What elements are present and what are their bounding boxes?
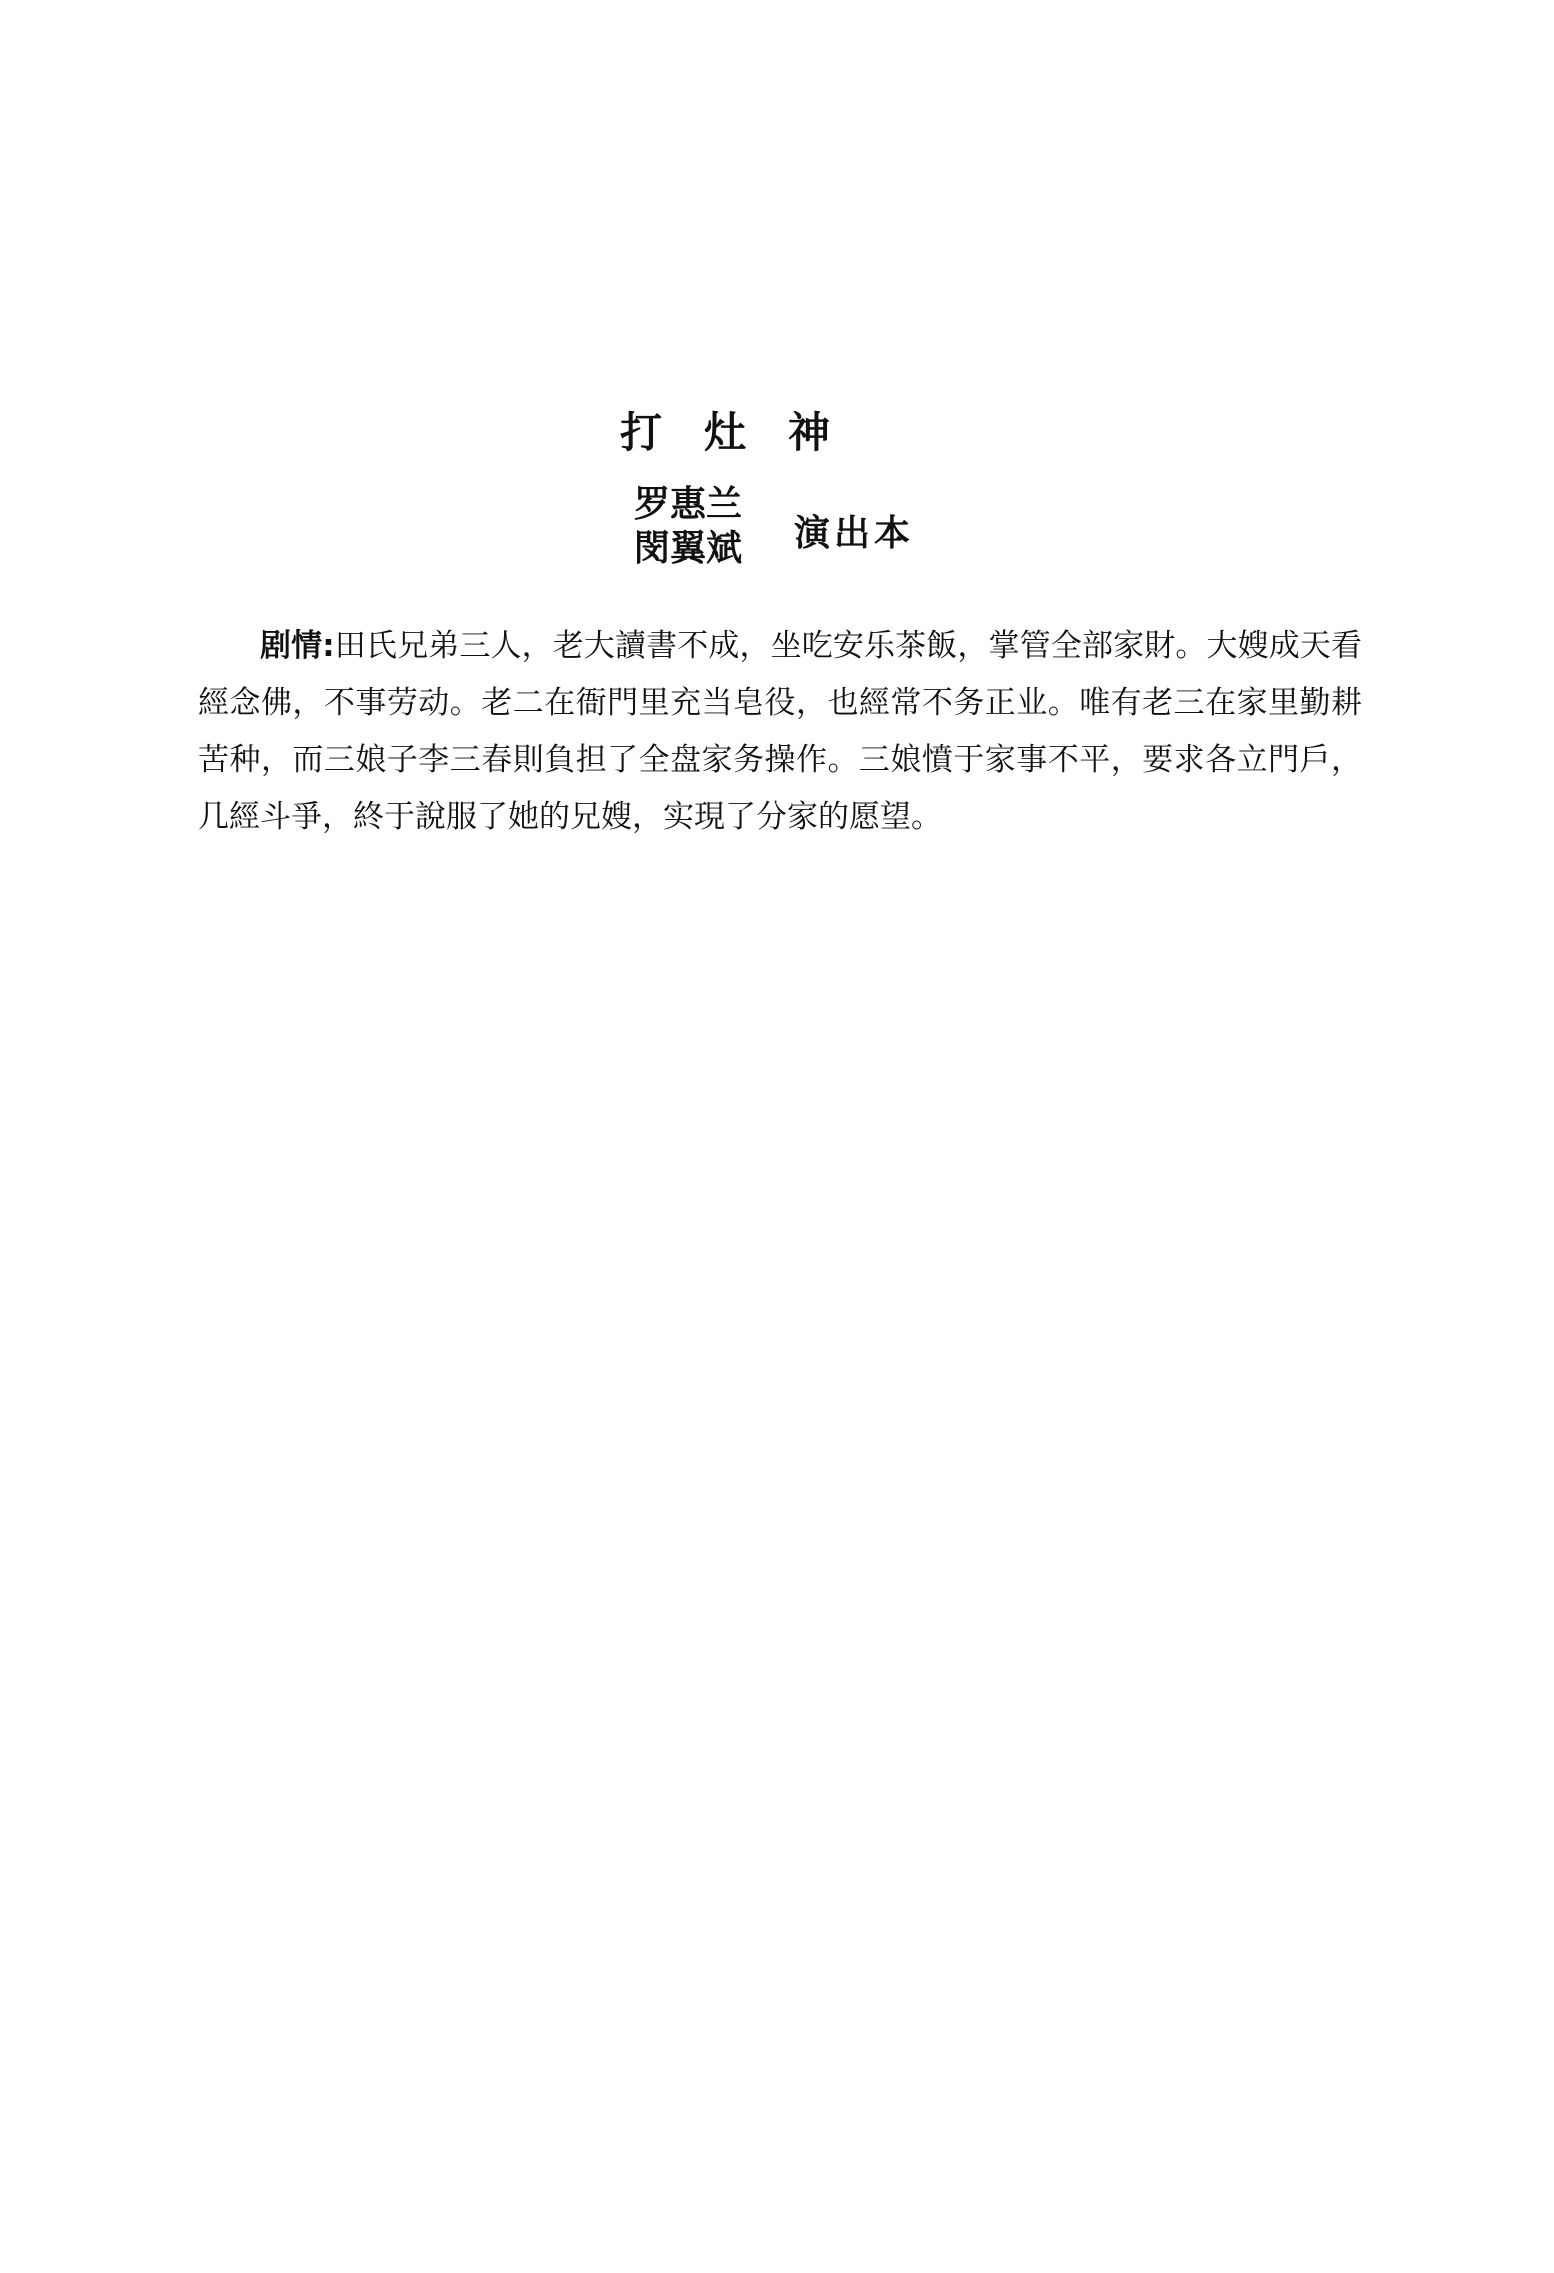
author-name: 閔翼斌 [634,527,743,569]
edition-label: 演出本 [794,512,915,554]
play-title: 打灶神 [620,408,873,457]
synopsis-text: 田氏兄弟三人，老大讀書不成，坐吃安乐茶飯，掌管全部家財。大嫂成天看經念佛，不事劳动。老二在衙門里充当皂役，也經常不务正业。唯有老三在家里勤耕苦种，而三娘子李三春則負担了全盘家务操作。三娘憤于家事不平，要求各立門戶，几經斗爭，終于說服了她的兄嫂，实現了分家的愿望。 [198,628,1362,835]
synopsis-label: 剧情: [260,628,335,664]
authors-block [634,482,794,570]
author-name: 罗惠兰 [634,483,743,525]
synopsis-paragraph [198,618,1362,846]
